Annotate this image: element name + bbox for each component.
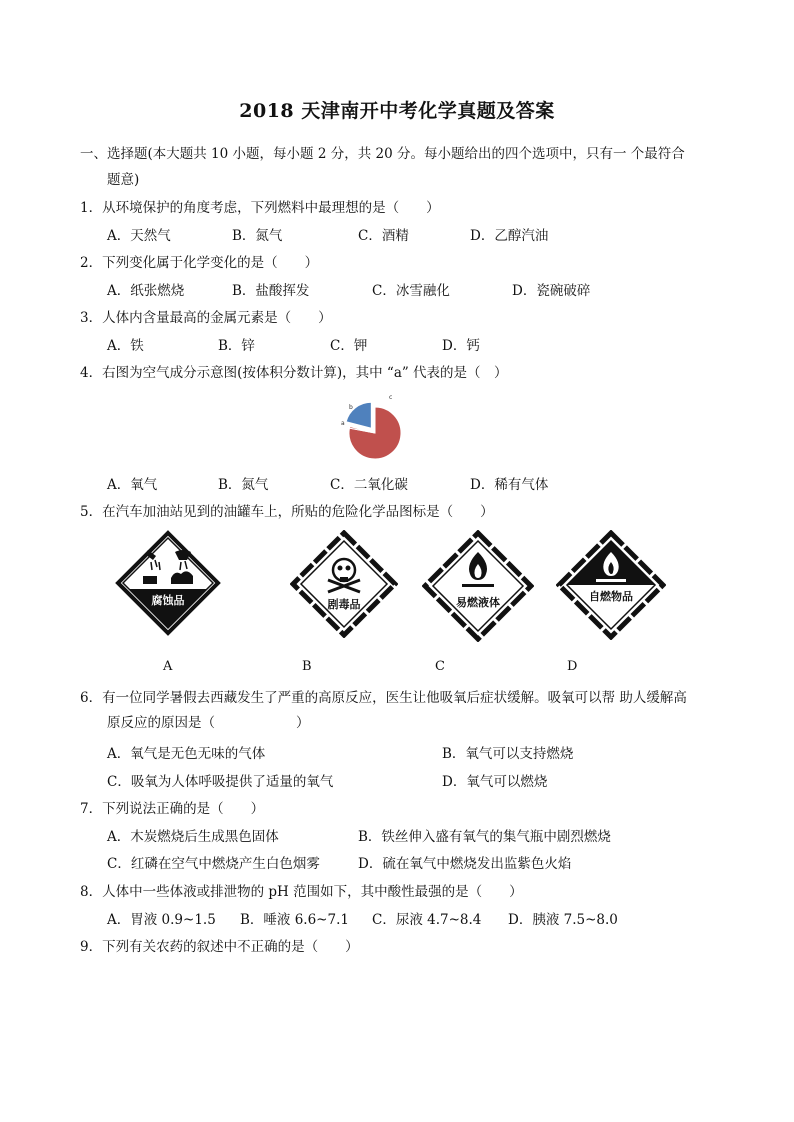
hazard-sign-b (290, 530, 398, 638)
q3-option-d: D．钙 (442, 338, 480, 354)
q6-option-a: A．氧气是无色无味的气体 (107, 746, 266, 762)
q3-option-b: B．锌 (218, 338, 255, 354)
q5-option-b: B (302, 659, 312, 674)
q7-option-c: C．红磷在空气中燃烧产生白色烟雾 (107, 856, 320, 872)
q7-option-a: A．木炭燃烧后生成黑色固体 (107, 829, 279, 845)
pie-label-c: c (389, 395, 393, 401)
q4-option-d: D．稀有气体 (470, 477, 549, 493)
hazard-sign-a (115, 530, 221, 636)
question-3-stem: 3．人体内含量最高的金属元素是（ ） (80, 310, 332, 326)
q1-option-d: D．乙醇汽油 (470, 228, 549, 244)
q4-option-b: B．氮气 (218, 477, 269, 493)
q1-option-a: A．天然气 (107, 228, 171, 244)
page-title: 2018 天津南开中考化学真题及答案 (239, 100, 555, 122)
q2-option-d: D．瓷碗破碎 (512, 283, 591, 299)
q4-option-a: A．氧气 (107, 477, 158, 493)
q2-option-a: A．纸张燃烧 (107, 283, 185, 299)
hazard-sign-c (422, 530, 534, 642)
question-5-stem: 5．在汽车加油站见到的油罐车上，所贴的危险化学品图标是（ ） (80, 504, 494, 520)
q3-option-a: A．铁 (107, 338, 144, 354)
q1-option-b: B．氮气 (232, 228, 283, 244)
pie-label-b: b (349, 404, 353, 411)
hazard-sign-d (556, 530, 666, 640)
question-1-stem: 1．从环境保护的角度考虑，下列燃料中最理想的是（ ） (80, 200, 440, 216)
hazard-sign-c-label: 易燃液体 (456, 596, 500, 609)
question-2-stem: 2．下列变化属于化学变化的是（ ） (80, 255, 319, 271)
hazard-sign-a-label: 腐蚀品 (151, 594, 185, 607)
question-9-stem: 9．下列有关农药的叙述中不正确的是（ ） (80, 939, 359, 955)
hazard-sign-d-label: 自燃物品 (589, 590, 633, 603)
q7-option-d: D．硫在氧气中燃烧发出监紫色火焰 (358, 856, 572, 872)
q8-option-c: C．尿液 4.7~8.4 (372, 912, 482, 928)
q7-option-b: B．铁丝伸入盛有氧气的集气瓶中剧烈燃烧 (358, 829, 611, 845)
air-composition-pie (335, 395, 415, 465)
question-8-stem: 8．人体中一些体液或排泄物的 pH 范围如下，其中酸性最强的是（ ） (80, 884, 523, 900)
q6-option-d: D．氧气可以燃烧 (442, 774, 548, 790)
q2-option-c: C．冰雪融化 (372, 283, 450, 299)
hazard-sign-b-label: 剧毒品 (327, 598, 361, 611)
q8-option-b: B．唾液 6.6~7.1 (240, 912, 349, 928)
section-heading-line1: 一、选择题(本大题共 10 小题，每小题 2 分，共 20 分。每小题给出的四个选项中，只有一 个最符合 (80, 146, 685, 162)
question-4-stem: 4．右图为空气成分示意图(按体积分数计算)，其中 “a” 代表的是（ ） (80, 365, 508, 381)
section-heading-line2: 题意) (107, 172, 140, 188)
q3-option-c: C．钾 (330, 338, 368, 354)
q8-option-d: D．胰液 7.5~8.0 (508, 912, 618, 928)
q5-option-d: D (567, 659, 578, 674)
q8-option-a: A．胃液 0.9~1.5 (107, 912, 216, 928)
q2-option-b: B．盐酸挥发 (232, 283, 310, 299)
q5-option-a: A (163, 659, 173, 674)
q1-option-c: C．酒精 (358, 228, 409, 244)
q6-option-c: C．吸氧为人体呼吸提供了适量的氧气 (107, 774, 334, 790)
question-7-stem: 7．下列说法正确的是（ ） (80, 801, 265, 817)
q6-option-b: B．氧气可以支持燃烧 (442, 746, 574, 762)
question-6-stem-line2: 原反应的原因是（ ） (107, 715, 310, 731)
q5-option-c: C (435, 659, 445, 674)
question-6-stem-line1: 6．有一位同学暑假去西藏发生了严重的高原反应，医生让他吸氧后症状缓解。吸氧可以帮 助人缓解高 (80, 690, 687, 706)
q4-option-c: C．二氧化碳 (330, 477, 408, 493)
pie-label-a: a (341, 420, 345, 427)
